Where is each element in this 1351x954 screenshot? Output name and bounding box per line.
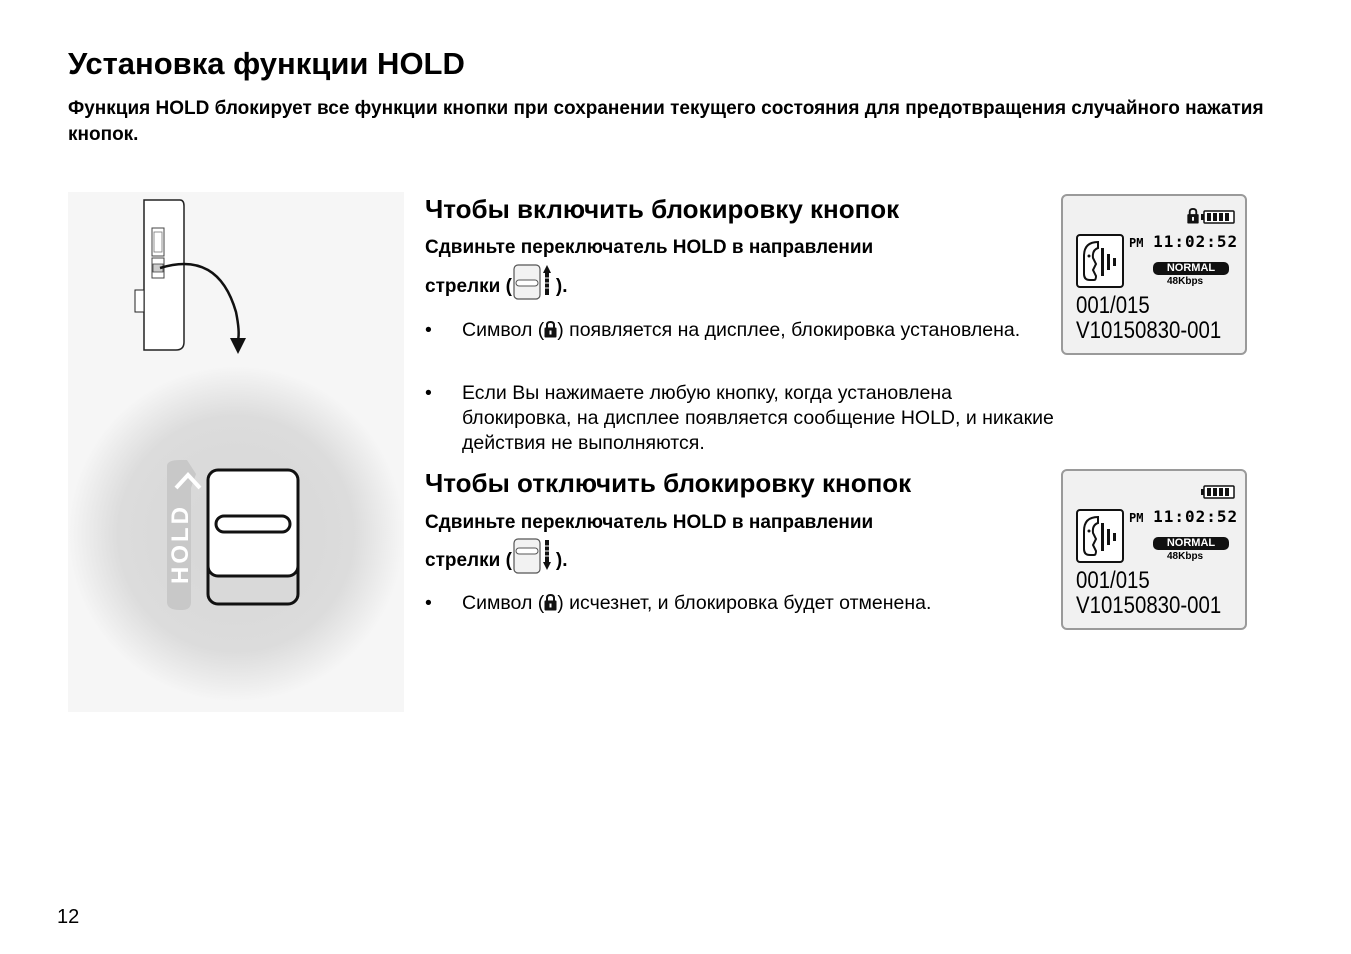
unlock-instruction-suffix: ). xyxy=(555,550,568,571)
lock-bullet-1 xyxy=(425,318,1045,370)
track-counter: 001/015 xyxy=(1076,292,1150,319)
bullet-text-after: ) появляется на дисплее, блокировка установлена. xyxy=(557,319,1021,341)
unlock-instruction-prefix: стрелки ( xyxy=(425,550,512,571)
lcd-display-unlocked xyxy=(1061,469,1247,630)
slide-down-switch-icon xyxy=(512,538,556,576)
bullet-text-before: Символ ( xyxy=(462,592,545,614)
lock-icon xyxy=(544,321,557,338)
eq-mode-badge: NORMAL xyxy=(1153,262,1229,275)
clock xyxy=(1129,232,1238,251)
svg-text:HOLD: HOLD xyxy=(167,504,194,584)
lock-instruction-line1: Сдвиньте переключатель HOLD в направлении xyxy=(425,237,874,258)
track-counter: 001/015 xyxy=(1076,567,1150,594)
bullet-dot: • xyxy=(425,592,432,614)
page-title: Установка функции HOLD xyxy=(68,46,465,81)
hold-switch-closeup xyxy=(68,366,404,702)
file-name: V10150830-001 xyxy=(1076,317,1222,344)
lock-instruction-suffix: ). xyxy=(555,276,568,297)
intro-text: Функция HOLD блокирует все функции кнопки при сохранении текущего состояния для предотвращения случайного нажатия кнопок. xyxy=(68,98,1264,145)
page-number: 12 xyxy=(57,906,80,928)
bullet-dot: • xyxy=(425,382,432,404)
bitrate: 48Kbps xyxy=(1167,551,1204,562)
unlock-bullet-1 xyxy=(425,591,1045,617)
unlock-heading: Чтобы отключить блокировку кнопок xyxy=(425,468,912,498)
lock-instruction-line2 xyxy=(425,264,568,302)
lock-bullet-2 xyxy=(425,381,1054,457)
unlock-instruction-line1: Сдвиньте переключатель HOLD в направлении xyxy=(425,512,874,533)
unlock-instruction-line2 xyxy=(425,538,568,576)
battery-icon xyxy=(1201,485,1235,499)
bitrate: 48Kbps xyxy=(1167,276,1204,287)
clock-ampm: PM xyxy=(1129,236,1144,250)
lock-heading: Чтобы включить блокировку кнопок xyxy=(425,194,900,224)
lock-icon xyxy=(544,594,557,611)
lock-icon xyxy=(1186,208,1200,224)
lock-instruction-prefix: стрелки ( xyxy=(425,276,512,297)
bullet-text-before: Символ ( xyxy=(462,319,545,341)
voice-mode-icon xyxy=(1076,509,1126,563)
clock-ampm: PM xyxy=(1129,511,1144,525)
eq-mode-badge: NORMAL xyxy=(1153,537,1229,550)
bullet-text: Если Вы нажимаете любую кнопку, когда установлена блокировка, на дисплее появляется сообщение HOLD, и никакие действия не выполняются. xyxy=(462,382,1054,454)
slide-up-switch-icon xyxy=(512,264,556,302)
bullet-text-after: ) исчезнет, и блокировка будет отменена. xyxy=(557,592,932,614)
file-name: V10150830-001 xyxy=(1076,592,1222,619)
hold-switch-illustration xyxy=(68,192,404,712)
battery-icon xyxy=(1201,210,1235,224)
bullet-dot: • xyxy=(425,319,432,341)
clock-time: 11:02:52 xyxy=(1153,507,1239,526)
lcd-display-locked xyxy=(1061,194,1247,355)
clock-time: 11:02:52 xyxy=(1153,232,1239,251)
voice-mode-icon xyxy=(1076,234,1126,288)
clock xyxy=(1129,507,1238,526)
